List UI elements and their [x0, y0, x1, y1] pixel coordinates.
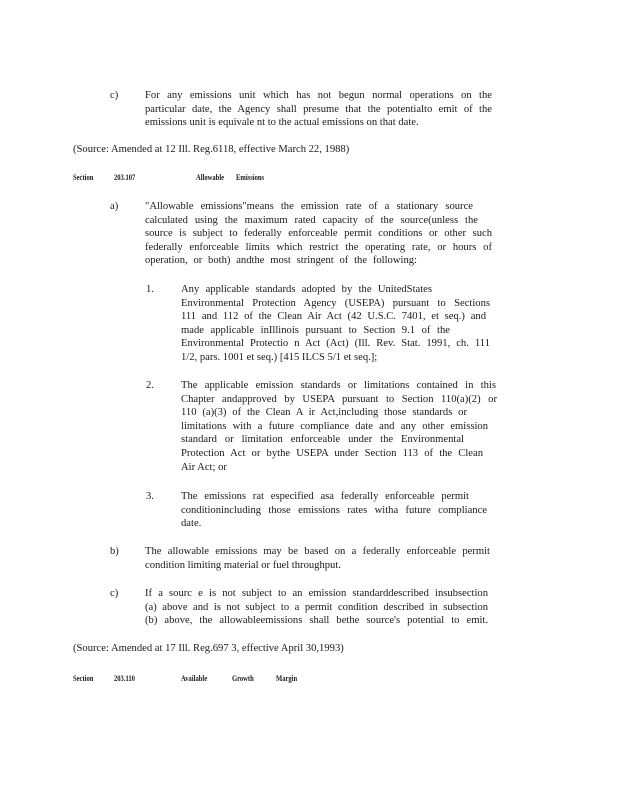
text-line: particular date, the Agency shall presume that the potentialto emit of the: [145, 103, 492, 115]
section-title-word: Emissions: [236, 173, 265, 182]
paragraph-3: [181, 490, 487, 531]
section-title-word: Available: [181, 674, 208, 683]
section-number: 203.110: [114, 674, 135, 683]
item-label: c): [110, 588, 119, 599]
text-line: federally enforceable limits which restrict the operating rate, or hours of: [145, 241, 492, 253]
item-label: b): [110, 546, 119, 557]
source-note: (Source: Amended at 17 Ill. Reg.697 3, effective April 30,1993): [73, 643, 344, 654]
text-line: (a) above and is not subject to a permit condition described in subsection: [145, 601, 488, 613]
text-line: Any applicable standards adopted by the UnitedStates: [181, 284, 432, 295]
section-title-word: Margin: [276, 674, 298, 683]
text-line: Environmental Protection Agency (USEPA) pursuant to Sections: [181, 297, 490, 309]
section-word: Section: [73, 173, 94, 182]
text-line: 110 (a)(3) of the Clean A ir Act,including those standards or: [181, 407, 467, 419]
text-line: source is subject to federally enforceable permit conditions or other such: [145, 228, 492, 240]
text-line: For any emissions unit which has not begun normal operations on the: [145, 90, 492, 101]
item-label: 2.: [146, 380, 154, 391]
text-line: conditionincluding those emissions rates witha future compliance: [181, 504, 487, 516]
text-line: (b) above, the allowableemissions shall bethe source's potential to emit.: [145, 615, 488, 627]
text-line: standard or limitation enforceable under the Environmental: [181, 434, 464, 446]
item-label: c): [110, 90, 119, 101]
section-title-word: Allowable: [196, 173, 225, 182]
source-note: (Source: Amended at 12 Ill. Reg.6118, effective March 22, 1988): [73, 144, 350, 155]
item-label: a): [110, 201, 119, 212]
paragraph-c1: [145, 89, 492, 130]
text-line: If a sourc e is not subject to an emission standarddescribed insubsection: [145, 588, 488, 599]
paragraph-c2: [145, 587, 488, 628]
text-line: The emissions rat especified asa federally enforceable permit: [181, 491, 469, 502]
text-line: Environmental Protectio n Act (Act) (Ill. Rev. Stat. 1991, ch. 111: [181, 338, 490, 350]
item-label: 3.: [146, 491, 154, 502]
text-line: 111 and 112 of the Clean Air Act (42 U.S.C. 7401, et seq.) and: [181, 311, 486, 323]
text-line: Chapter andapproved by USEPA pursuant to Section 110(a)(2) or: [181, 393, 497, 405]
paragraph-a: [145, 200, 492, 268]
paragraph-2: [181, 379, 497, 474]
text-line: emissions unit is equivale nt to the actual emissions on that date.: [145, 117, 419, 129]
paragraph-1: [181, 283, 490, 365]
text-line: Protection Act or bythe USEPA under Section 113 of the Clean: [181, 447, 483, 459]
text-line: calculated using the maximum rated capacity of the source(unless the: [145, 214, 478, 226]
text-line: date.: [181, 518, 202, 530]
text-line: condition limiting material or fuel throughput.: [145, 559, 341, 571]
section-number: 203.107: [114, 173, 136, 182]
text-line: The applicable emission standards or limitations contained in this: [181, 380, 496, 391]
text-line: "Allowable emissions"means the emission rate of a stationary source: [145, 201, 473, 212]
section-title-word: Growth: [232, 674, 254, 683]
section-word: Section: [73, 674, 94, 683]
item-label: 1.: [146, 284, 154, 295]
text-line: limitations with a future compliance date and any other emission: [181, 420, 488, 432]
text-line: made applicable inIllinois pursuant to Section 9.1 of the: [181, 324, 450, 336]
text-line: operation, or both) andthe most stringent of the following:: [145, 255, 417, 267]
text-line: 1/2, pars. 1001 et seq.) [415 ILCS 5/1 et seq.];: [181, 351, 378, 363]
text-line: Air Act; or: [181, 461, 227, 473]
paragraph-b: [145, 545, 490, 572]
text-line: The allowable emissions may be based on a federally enforceable permit: [145, 546, 490, 557]
